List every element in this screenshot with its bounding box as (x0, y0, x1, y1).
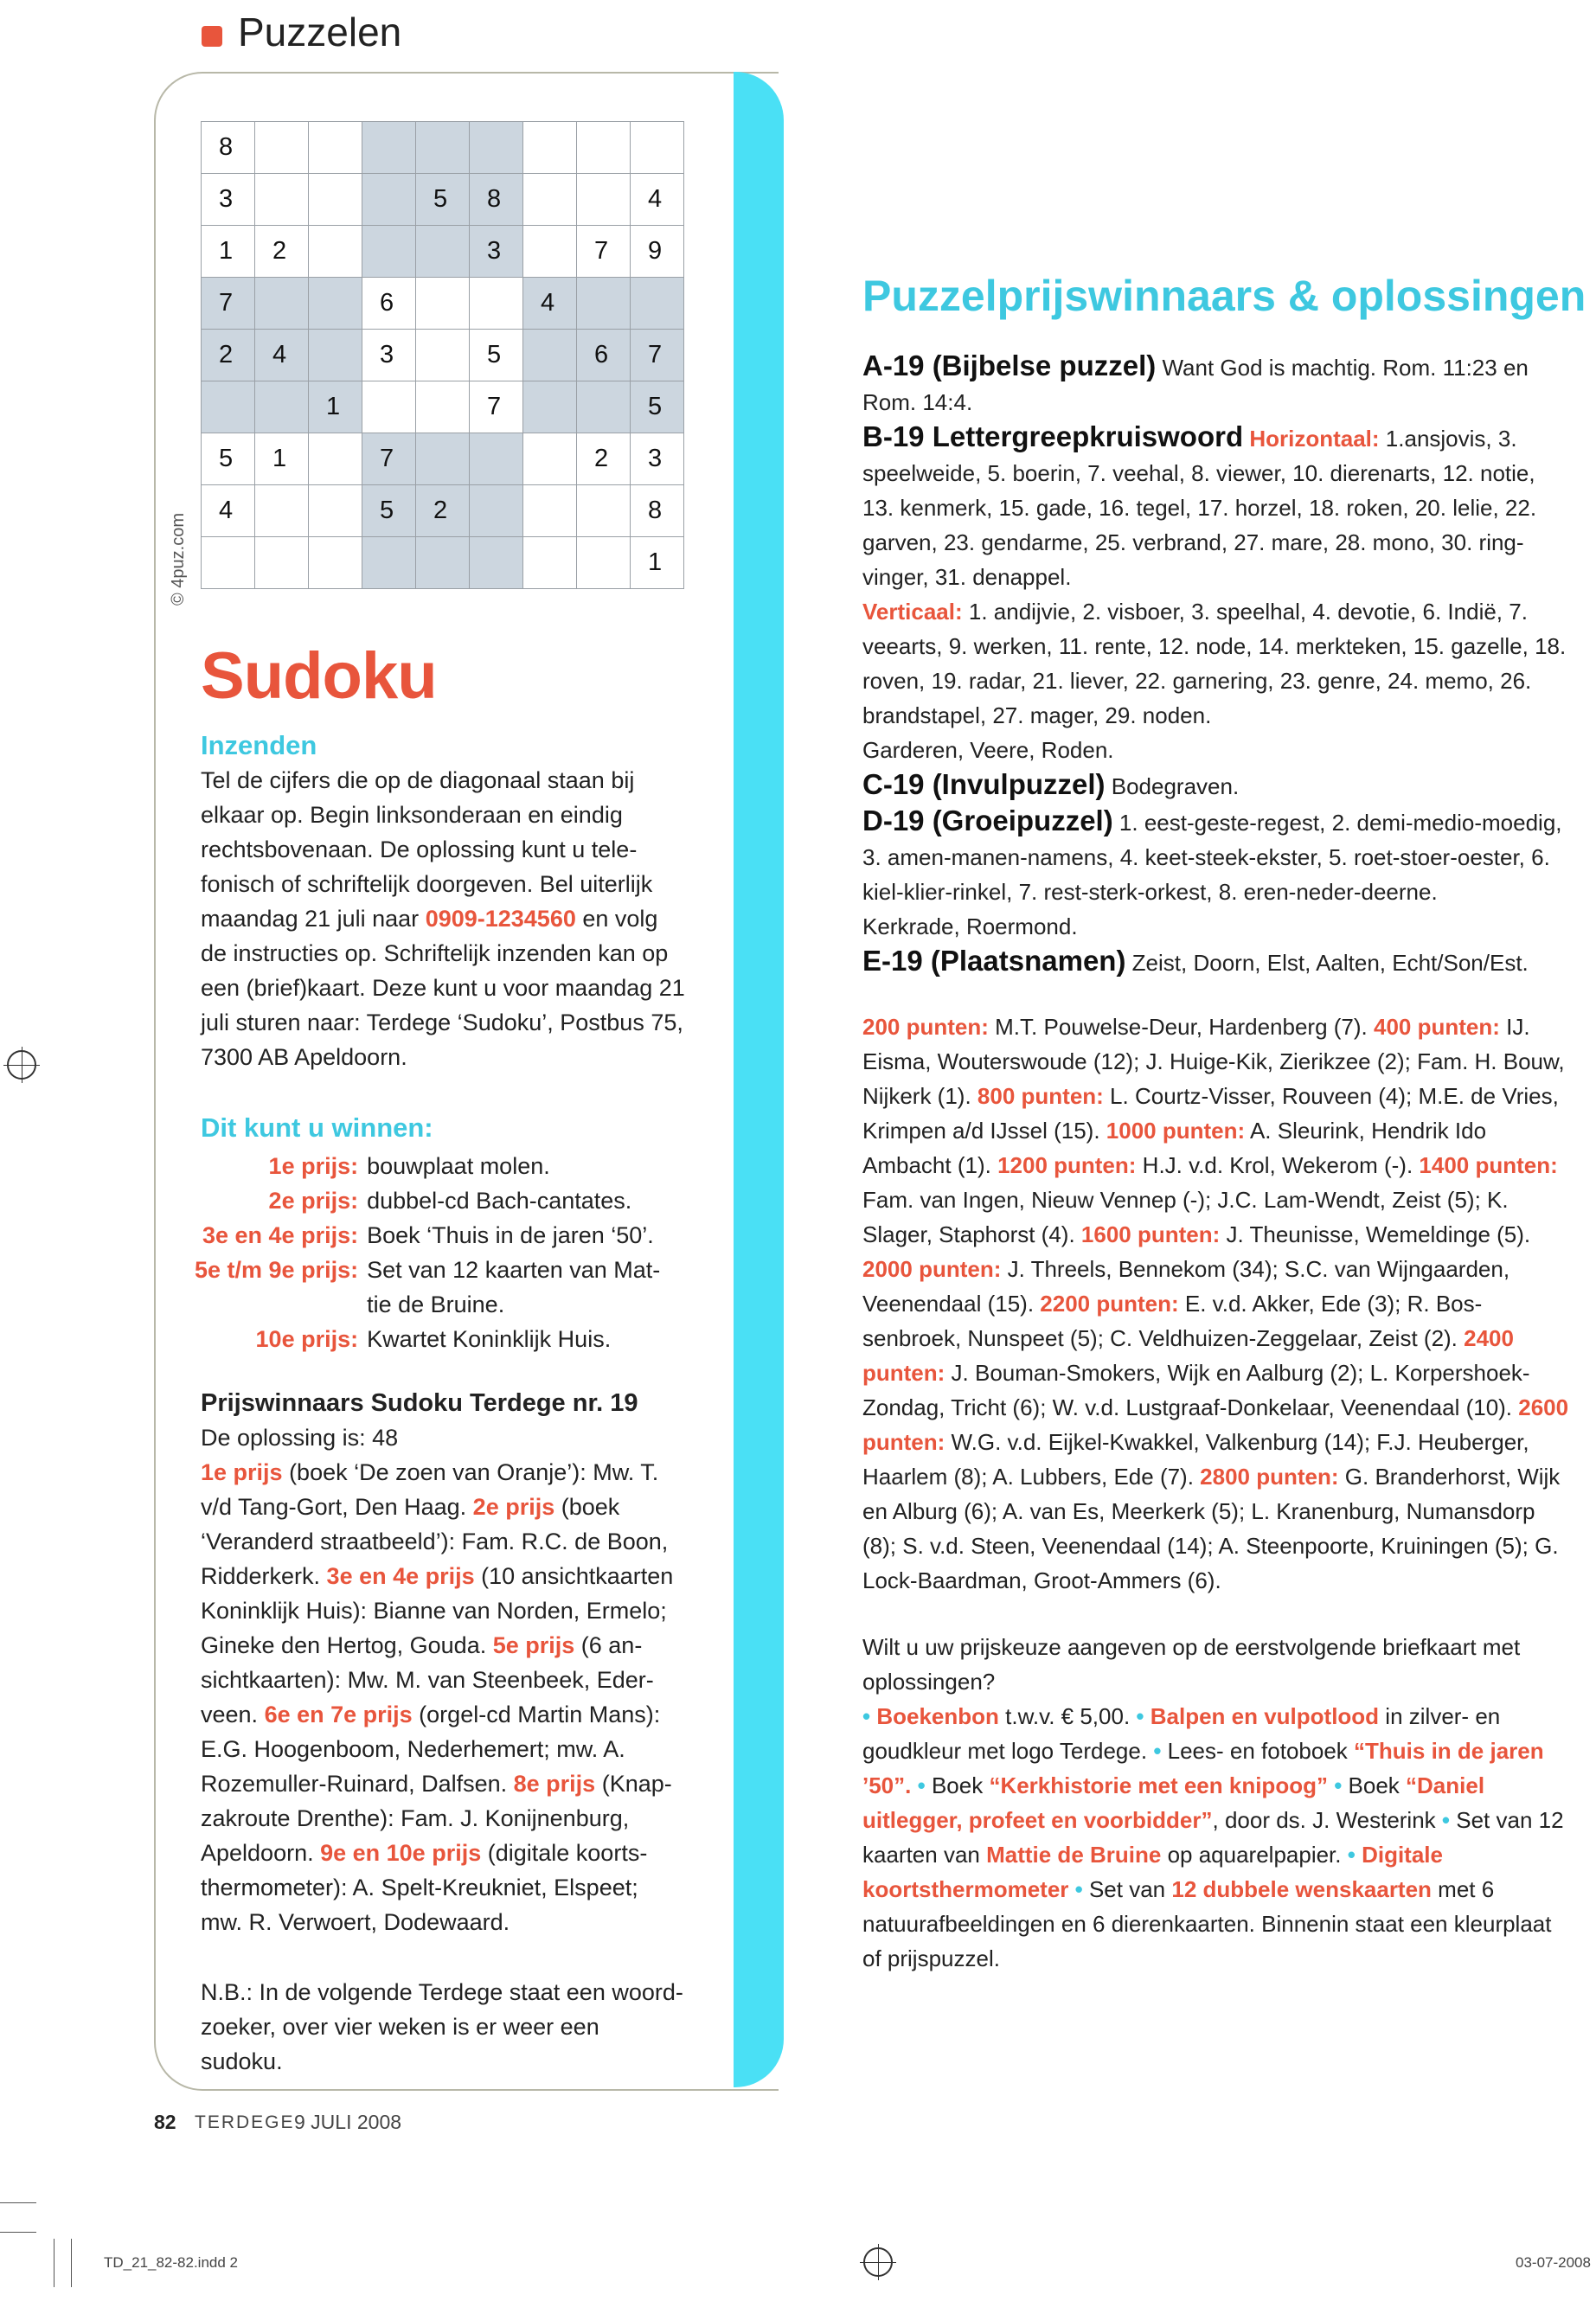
sudoku-cell (309, 122, 362, 174)
sudoku-cell: 2 (255, 226, 309, 278)
highlight-text: 1000 punten: (1106, 1118, 1246, 1144)
registration-mark-icon (863, 2247, 893, 2277)
sudoku-cell (362, 537, 416, 589)
sudoku-cell: 5 (470, 330, 523, 381)
sudoku-row (202, 537, 684, 589)
sudoku-row (202, 381, 684, 433)
sudoku-cell (309, 537, 362, 589)
text: H.J. v.d. Krol, Wekerom (-). (1136, 1152, 1420, 1178)
sudoku-row (202, 485, 684, 537)
sudoku-cell (416, 122, 470, 174)
puzzle-heading: D-19 (Groeipuzzel) (862, 804, 1113, 836)
prize-list (195, 1149, 661, 1356)
sudoku-cell (523, 485, 577, 537)
text: (boek ‘Veranderd straatbeeld’): Fam. R.C. de Boon, Ridderkerk. (201, 1494, 669, 1589)
sudoku-cell (577, 485, 631, 537)
crop-mark-icon (71, 2239, 72, 2287)
text: G. Branderhorst, Wijk en Alburg (6); A. van Es, Meerkerk (5); L. Kranenburg, Numansdorp (8); S. v.d. Steen, Veenendaal (14); A. Steenpoorte, Kruiningen (5); G. Lock-Baardman, Groot-Ammers (6). (862, 1464, 1561, 1593)
bullet-icon: • (1074, 1876, 1089, 1902)
sudoku-cell (577, 174, 631, 226)
sudoku-cell (362, 174, 416, 226)
bullet-icon: • (1153, 1738, 1168, 1764)
sudoku-cell (523, 433, 577, 485)
right-column-title: Puzzelprijswinnaars & oplossingen (862, 272, 1586, 320)
sudoku-cell: 6 (362, 278, 416, 330)
sudoku-cell (577, 537, 631, 589)
sudoku-winners-text (201, 1455, 685, 1939)
text: Want God is machtig. Rom. 11:23 en Rom. 14:4. (862, 355, 1529, 415)
solution-paragraph (862, 909, 1572, 944)
sudoku-cell: 5 (416, 174, 470, 226)
note-text: N.B.: In de volgende Terdege staat een woordzoeker, over vier weken is er weer een sudoku. (201, 1979, 683, 2074)
solution-paragraph (862, 944, 1572, 980)
puzzle-heading: E-19 (Plaatsnamen) (862, 945, 1126, 977)
text: 1.ansjovis, 3. speelweide, 5. boerin, 7. veehal, 8. viewer, 10. dierenarts, 12. notie, 13. kenmerk, 15. gade, 16. tegel, 17. horzel, 18. roken, 20. lelie, 22. garven, 23. gendarme, 25. verbrand, 27. mare, 28. mono, 30. ringvinger, 31. denappel. (862, 426, 1537, 590)
text: E. v.d. Akker, Ede (3); R. Bossenbroek, Nunspeet (5); C. Veldhuizen-Zeggelaar, Zeist (2). (862, 1291, 1483, 1351)
sudoku-cell (255, 174, 309, 226)
page-title: Sudoku (201, 639, 437, 713)
text: J. Threels, Bennekom (34); S.C. van Wijngaarden, Veenendaal (15). (862, 1256, 1510, 1317)
sudoku-cell: 3 (202, 174, 255, 226)
solution-paragraph (862, 594, 1572, 733)
text: 1. andijvie, 2. visboer, 3. speelhal, 4. devotie, 6. Indië, 7. veearts, 9. werken, 11. rente, 12. node, 14. merkteken, 15. gazelle, 18. roven, 19. radar, 21. liever, 22. garnering, 23. genre, 24. memo, 26. brandstapel, 27. mager, 29. noden. (862, 599, 1567, 728)
text: Garderen, Veere, Roden. (862, 737, 1114, 763)
highlight-text: 2000 punten: (862, 1256, 1002, 1282)
sudoku-cell: 7 (362, 433, 416, 485)
divider-bar (734, 72, 784, 2087)
highlight-text: Verticaal: (862, 599, 963, 625)
sudoku-cell (470, 537, 523, 589)
sudoku-cell (255, 381, 309, 433)
sudoku-cell (523, 174, 577, 226)
prize-item (195, 1253, 661, 1322)
sudoku-cell (470, 485, 523, 537)
section-marker (202, 26, 222, 47)
sudoku-cell (416, 381, 470, 433)
solutions-block (862, 349, 1572, 980)
highlight-text: 1200 punten: (997, 1152, 1137, 1178)
sudoku-cell (631, 278, 684, 330)
sudoku-cell (470, 278, 523, 330)
instructions-heading: Inzenden (201, 730, 317, 760)
file-date: 03-07-2008 (1516, 2254, 1591, 2271)
sudoku-cell (523, 122, 577, 174)
sudoku-cell (523, 330, 577, 381)
sudoku-cell: 4 (523, 278, 577, 330)
file-name: TD_21_82-82.indd 2 (104, 2254, 239, 2271)
page-number: 82 (154, 2111, 176, 2133)
bullet-icon: • (862, 1703, 877, 1729)
sudoku-cell: 1 (255, 433, 309, 485)
sudoku-solution: De oplossing is: 48 (201, 1425, 399, 1451)
highlight-text: 1600 punten: (1080, 1221, 1221, 1247)
solution-paragraph (862, 349, 1572, 420)
highlight-text: 400 punten: (1374, 1014, 1500, 1040)
sudoku-cell: 3 (362, 330, 416, 381)
highlight-text: 200 punten: (862, 1014, 989, 1040)
puzzle-heading: C-19 (Invulpuzzel) (862, 768, 1106, 800)
text: IJ. Eisma, Wouterswoude (12); J. Huige-Kik, Zierikzee (2); Fam. H. Bouw, Nijkerk (1). (862, 1014, 1565, 1109)
bullet-icon: • (1136, 1703, 1151, 1729)
sudoku-cell: 5 (631, 381, 684, 433)
text: Bodegraven. (1105, 773, 1240, 799)
instructions-block (201, 728, 685, 1074)
sudoku-cell: 7 (577, 226, 631, 278)
sudoku-cell: 6 (577, 330, 631, 381)
sudoku-cell (631, 122, 684, 174)
sudoku-cell (255, 537, 309, 589)
sudoku-cell: 7 (631, 330, 684, 381)
prize-value: Kwartet Koninklijk Huis. (367, 1326, 612, 1352)
text: Kerkrade, Roermond. (862, 913, 1078, 939)
highlight-text: 1e prijs (201, 1459, 283, 1485)
text: W.G. v.d. Eijkel-Kwakkel, Valkenburg (14); F.J. Heuberger, Haarlem (8); A. Lubbers, Ede (7). (862, 1429, 1529, 1490)
highlight-text: 2800 punten: (1200, 1464, 1339, 1490)
sudoku-cell (577, 381, 631, 433)
highlight-text: “Thuis in de jaren ’50”. (862, 1738, 1544, 1798)
text: Fam. van Ingen, Nieuw Vennep (-); J.C. Lam-Wendt, Zeist (5); K. Slager, Staphorst (4). (862, 1187, 1509, 1247)
highlight-text: 2600 punten: (862, 1394, 1569, 1455)
sudoku-cell: 8 (470, 174, 523, 226)
text: op aquarelpapier. (1161, 1842, 1348, 1868)
highlight-text: Mattie de Bruine (986, 1842, 1162, 1868)
sudoku-cell (202, 381, 255, 433)
highlight-text: “Kerkhistorie met een knipoog” (989, 1772, 1328, 1798)
sudoku-cell (523, 381, 577, 433)
highlight-text: Horizontaal: (1249, 426, 1380, 452)
bullet-icon: • (1441, 1807, 1457, 1833)
sudoku-row (202, 122, 684, 174)
sudoku-cell (362, 226, 416, 278)
sudoku-cell (416, 433, 470, 485)
sudoku-cell: 1 (202, 226, 255, 278)
sudoku-cell: 3 (631, 433, 684, 485)
text: L. Courtz-Visser, Rouveen (4); M.E. de Vries, Krimpen a/d IJssel (15). (862, 1083, 1559, 1144)
highlight-text: Digitale koortsthermometer (862, 1842, 1443, 1902)
puzzle-heading: A-19 (Bijbelse puzzel) (862, 349, 1157, 381)
text: 1. eest-geste-regest, 2. demi-medio-moedig, 3. amen-manen-namens, 4. keet-steek-ekster, 5. roet-stoer-oester, 6. kiel-klier-rinkel, 7. rest-sterk-orkest, 8. eren-neder-deerne. (862, 810, 1562, 905)
text: Set van (1088, 1876, 1172, 1902)
sudoku-row (202, 433, 684, 485)
points-winners-block (862, 1009, 1572, 1598)
issue-date: 9 JULI 2008 (294, 2111, 402, 2133)
prize-label: 10e prijs: (255, 1326, 359, 1352)
sudoku-row (202, 278, 684, 330)
sudoku-cell: 3 (470, 226, 523, 278)
solution-paragraph (862, 767, 1572, 804)
prize-label: 5e t/m 9e prijs: (195, 1257, 359, 1283)
sudoku-cell: 8 (202, 122, 255, 174)
highlight-text: 1400 punten: (1419, 1152, 1558, 1178)
crop-mark-icon (0, 2232, 36, 2233)
image-credit: © 4puz.com (169, 512, 188, 606)
sudoku-cell: 5 (362, 485, 416, 537)
text: Set van 12 kaarten van (862, 1807, 1564, 1868)
bullet-icon: • (917, 1772, 932, 1798)
sudoku-cell (577, 278, 631, 330)
sudoku-cell (255, 485, 309, 537)
sudoku-cell (309, 433, 362, 485)
sudoku-cell (362, 381, 416, 433)
prize-label: 1e prijs: (268, 1153, 359, 1179)
highlight-text: “Daniel uitlegger, profeet en voorbidder” (862, 1772, 1485, 1833)
prize-value: Boek ‘Thuis in de jaren ‘50’. (367, 1222, 654, 1248)
crop-mark-icon (0, 2202, 36, 2203)
magazine-name: TERDEGE (195, 2112, 295, 2132)
text: (boek ‘De zoen van Oranje’): Mw. T. v/d Tang-Gort, Den Haag. (201, 1459, 659, 1520)
highlight-text: 6e en 7e prijs (264, 1702, 413, 1727)
sudoku-cell: 2 (416, 485, 470, 537)
highlight-text: 800 punten: (977, 1083, 1104, 1109)
text: met 6 natuurafbeeldingen en 6 dierenkaarten. Binnenin staat een kleurplaat of prijspuzzel. (862, 1876, 1552, 1971)
text: Wilt u uw prijskeuze aangeven op de eerstvolgende briefkaart met oplossingen? (862, 1634, 1521, 1695)
sudoku-grid (201, 121, 684, 589)
sudoku-cell: 5 (202, 433, 255, 485)
text: t.w.v. € 5,00. (998, 1703, 1137, 1729)
highlight-text: 3e en 4e prijs (326, 1563, 475, 1589)
text: (digitale koortsthermometer): A. Spelt-Kreukniet, Elspeet; mw. R. Verwoert, Dodewaard. (201, 1840, 648, 1935)
sudoku-cell: 7 (470, 381, 523, 433)
sudoku-cell (470, 122, 523, 174)
sudoku-winners-heading: Prijswinnaars Sudoku Terdege nr. 19 (201, 1389, 638, 1417)
prize-item (195, 1149, 661, 1183)
highlight-text: 2200 punten: (1040, 1291, 1179, 1317)
sudoku-row (202, 174, 684, 226)
highlight-text: Balpen en vulpotlood (1150, 1703, 1380, 1729)
prize-label: 2e prijs: (268, 1188, 359, 1214)
phone-number: 0909-1234560 (425, 906, 576, 932)
sudoku-cell (309, 174, 362, 226)
text: (orgel-cd Martin Mans): E.G. Hoogenboom, Nederhemert; mw. A. Rozemuller-Ruinard, Dalfsen. (201, 1702, 661, 1797)
text: Zeist, Doorn, Elst, Aalten, Echt/Son/Est. (1125, 950, 1529, 976)
sudoku-cell: 2 (202, 330, 255, 381)
text: J. Theunisse, Wemeldinge (5). (1220, 1221, 1531, 1247)
sudoku-cell (523, 537, 577, 589)
instructions-text: Tel de cijfers die op de diagonaal staan bij elkaar op. Begin linksonderaan en eindig rechtsbovenaan. De oplossing kunt u telefonisch of schriftelijk doorgeven. Bel uiterlijk maandag 21 juli naar 0909-1234560 en volg de instructies op. Schriftelijk inzenden kan op een (brief)kaart. Deze kunt u voor maandag 21 juli sturen naar: Terdege ‘Sudoku’, Postbus 75, 7300 AB Apeldoorn. (201, 767, 685, 1070)
sudoku-cell: 9 (631, 226, 684, 278)
sudoku-row (202, 330, 684, 381)
text: Lees- en fotoboek (1167, 1738, 1355, 1764)
sudoku-cell: 8 (631, 485, 684, 537)
sudoku-cell (416, 226, 470, 278)
text: , door ds. J. Westerink (1212, 1807, 1442, 1833)
highlight-text: 2400 punten: (862, 1325, 1514, 1386)
text: (6 ansichtkaarten): Mw. M. van Steenbeek, Ederveen. (201, 1632, 654, 1727)
text (911, 1772, 917, 1798)
highlight-text: Boekenbon (876, 1703, 999, 1729)
solution-paragraph (862, 804, 1572, 909)
sudoku-cell (416, 330, 470, 381)
prize-item (195, 1183, 661, 1218)
sudoku-cell (362, 122, 416, 174)
prize-value: dubbel-cd Bach-cantates. (367, 1188, 632, 1214)
highlight-text: 5e prijs (492, 1632, 575, 1658)
prize-item (195, 1218, 661, 1253)
text: Boek (931, 1772, 990, 1798)
sudoku-cell (470, 433, 523, 485)
solution-paragraph (862, 420, 1572, 594)
sudoku-cell (255, 122, 309, 174)
puzzle-heading: B-19 Lettergreepkruiswoord (862, 420, 1244, 452)
bullet-icon: • (1334, 1772, 1349, 1798)
solution-paragraph (862, 733, 1572, 767)
prize-item (195, 1322, 661, 1356)
prize-value: bouwplaat molen. (367, 1153, 550, 1179)
highlight-text: 9e en 10e prijs (320, 1840, 482, 1866)
sudoku-cell (309, 330, 362, 381)
sudoku-cell: 4 (255, 330, 309, 381)
prize-label: 3e en 4e prijs: (202, 1222, 359, 1248)
sudoku-cell (577, 122, 631, 174)
sudoku-winners-block (201, 1386, 685, 1939)
sudoku-cell: 1 (631, 537, 684, 589)
highlight-text: 2e prijs (472, 1494, 555, 1520)
highlight-text: 12 dubbele wenskaarten (1171, 1876, 1432, 1902)
sudoku-cell (309, 226, 362, 278)
sudoku-row (202, 226, 684, 278)
prizes-heading: Dit kunt u winnen: (201, 1112, 433, 1143)
text (1068, 1876, 1074, 1902)
sudoku-cell (309, 485, 362, 537)
text: (10 ansichtkaarten Koninklijk Huis): Bianne van Norden, Ermelo; Gineke den Hertog, Gouda. (201, 1563, 674, 1658)
text: in zilver- en goudkleur met logo Terdege. (862, 1703, 1501, 1764)
section-title: Puzzelen (238, 10, 402, 54)
highlight-text: 8e prijs (513, 1771, 596, 1797)
prize-choice-block (862, 1630, 1572, 1976)
text: Boek (1348, 1772, 1407, 1798)
sudoku-cell (255, 278, 309, 330)
sudoku-cell: 4 (202, 485, 255, 537)
sudoku-cell (416, 278, 470, 330)
text: (Knapzakroute Drenthe): Fam. J. Konijnenburg, Apeldoorn. (201, 1771, 672, 1866)
sudoku-cell: 7 (202, 278, 255, 330)
prize-value: Set van 12 kaarten van Mattie de Bruine. (367, 1257, 661, 1317)
sudoku-cell: 4 (631, 174, 684, 226)
sudoku-cell (309, 278, 362, 330)
bullet-icon: • (1347, 1842, 1362, 1868)
sudoku-cell (523, 226, 577, 278)
sudoku-cell: 1 (309, 381, 362, 433)
text: A. Sleurink, Hendrik Ido Ambacht (1). (862, 1118, 1487, 1178)
sudoku-cell: 2 (577, 433, 631, 485)
sudoku-cell (202, 537, 255, 589)
text: J. Bouman-Smokers, Wijk en Aalburg (2); L. Korpershoek-Zondag, Tricht (6); W. v.d. Lustgraaf-Donkelaar, Veenendaal (10). (862, 1360, 1530, 1420)
text: M.T. Pouwelse-Deur, Hardenberg (7). (988, 1014, 1374, 1040)
sudoku-cell (416, 537, 470, 589)
registration-mark-icon (7, 1050, 36, 1080)
